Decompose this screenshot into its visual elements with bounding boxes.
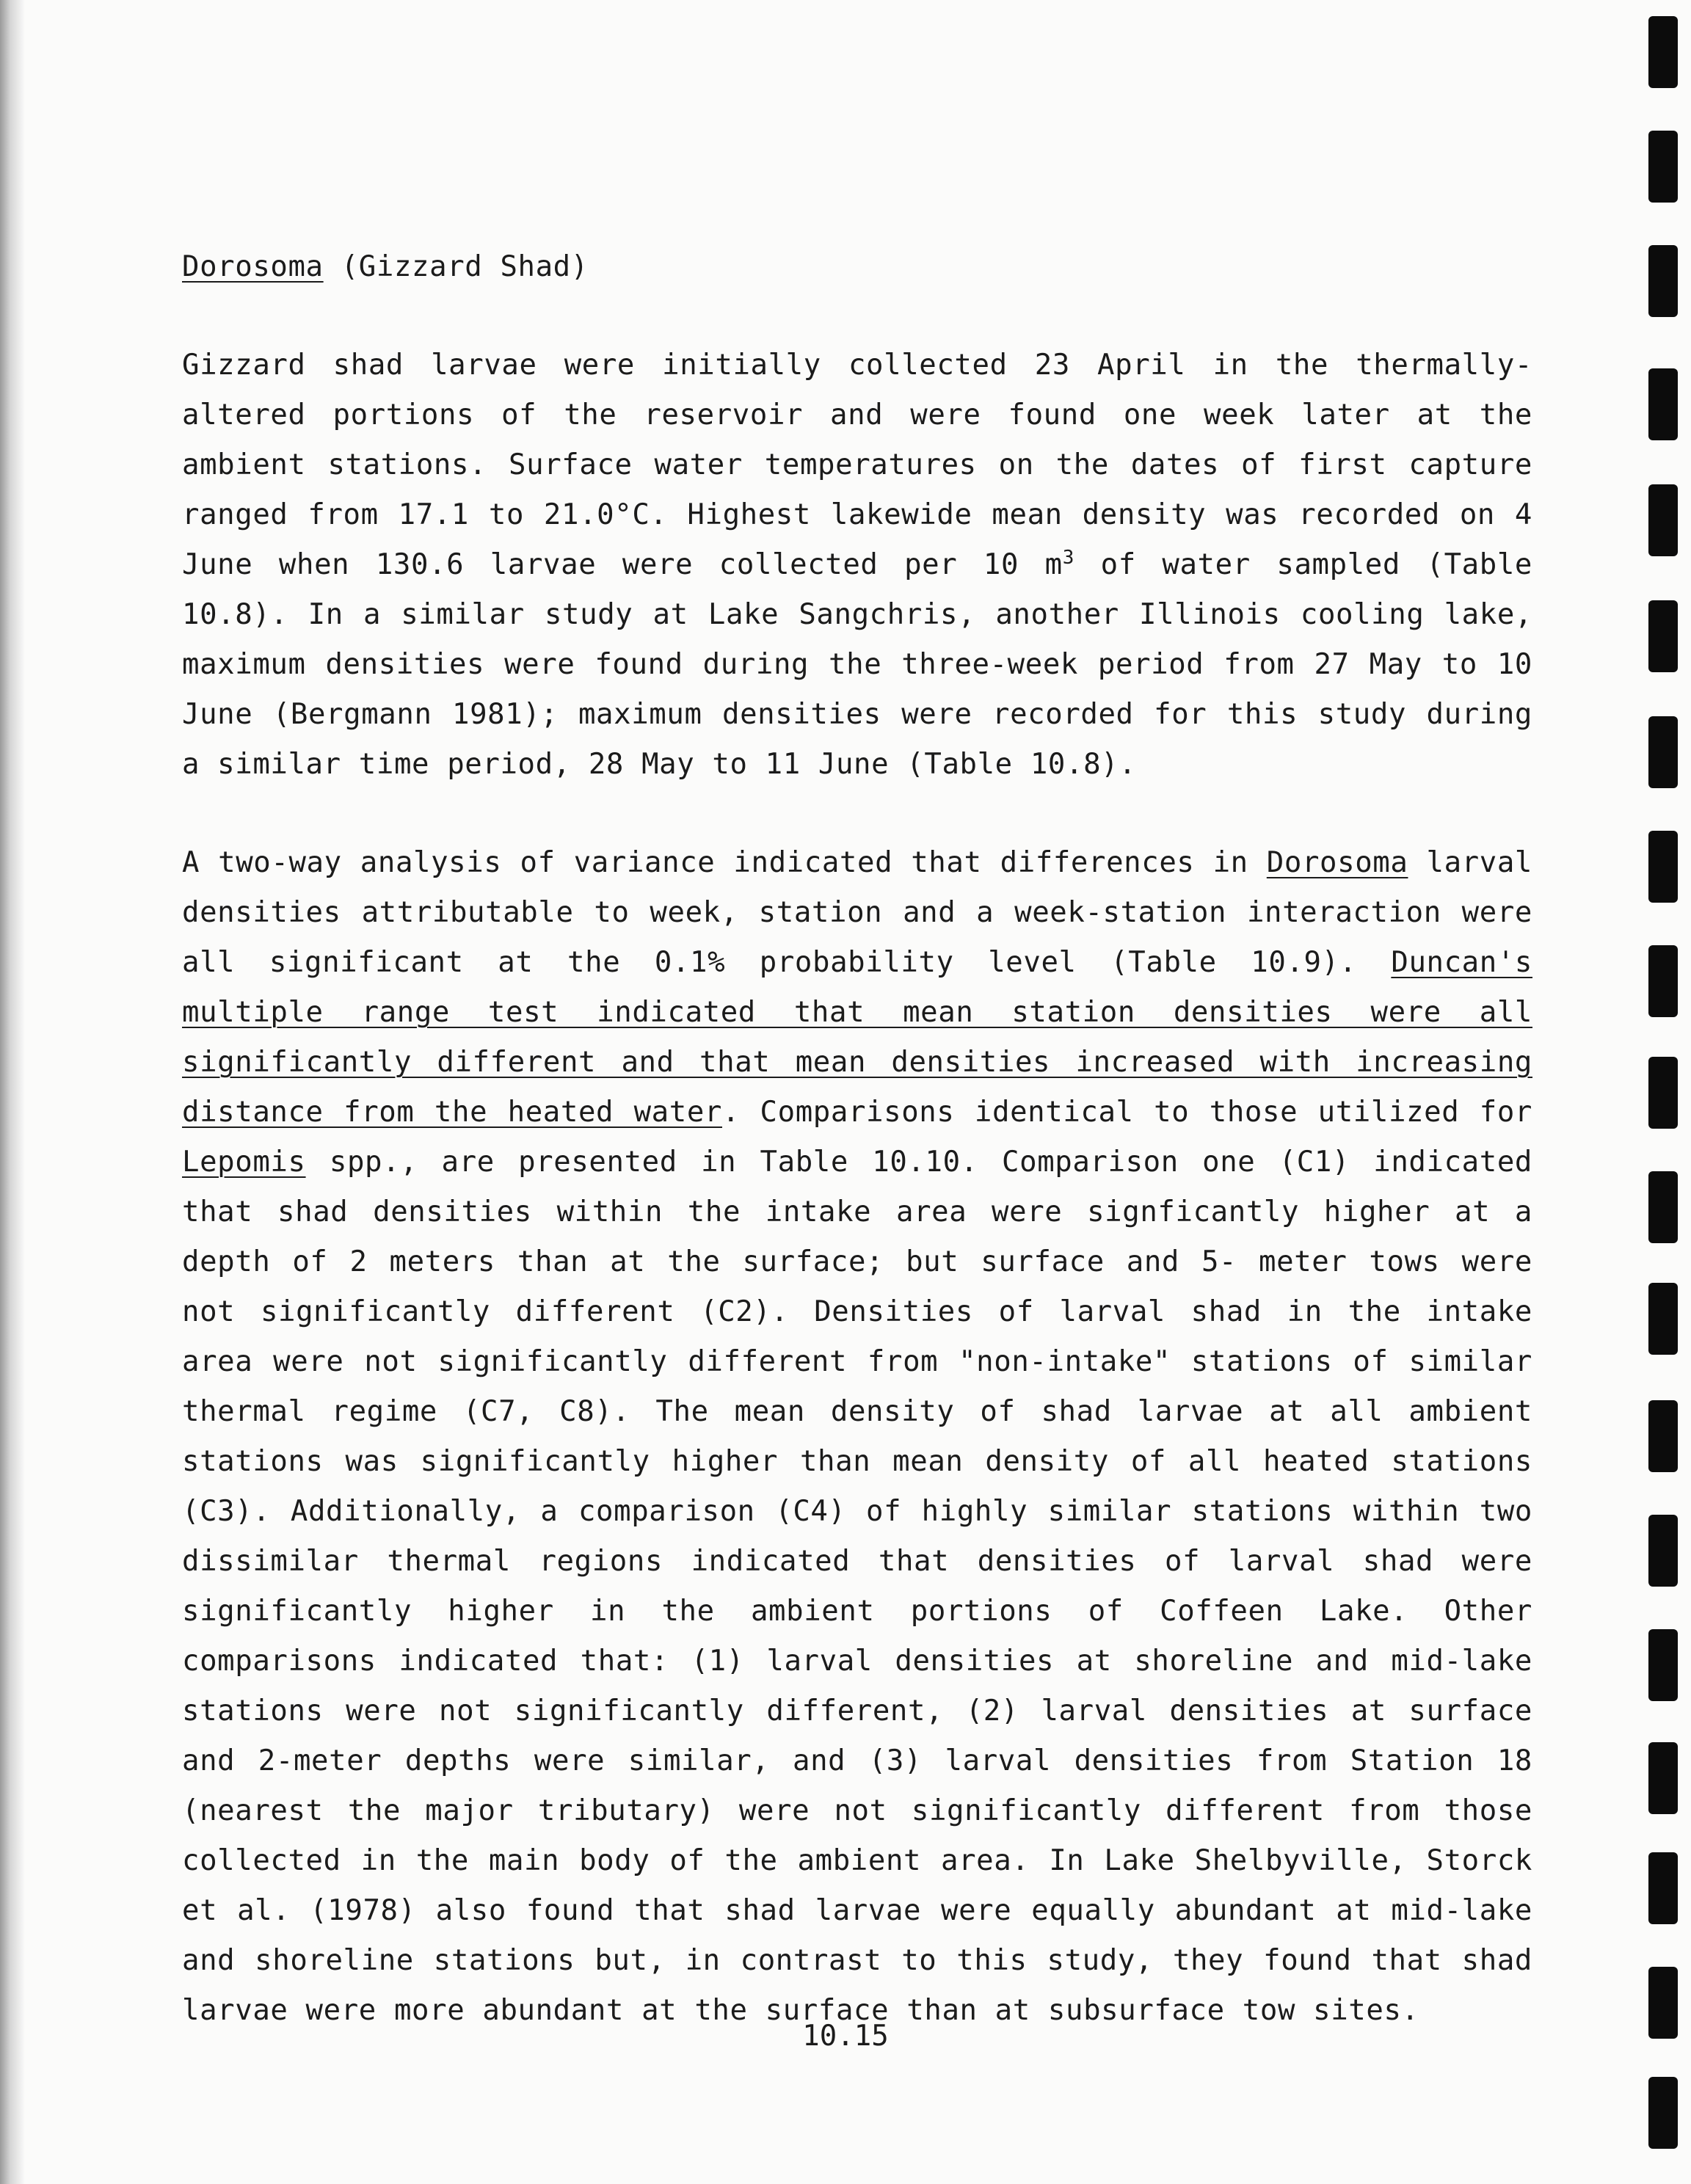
paragraph-2	[182, 838, 1532, 2036]
underlined-passage: Duncan's multiple range test indicated that mean station densities were all significantly different and that mean densities increased with increasing distance from the heated water	[182, 946, 1532, 1129]
binder-mark	[1648, 1515, 1678, 1587]
binder-mark	[1648, 2077, 1678, 2149]
paragraph-2-text-b: larval densities attributable to week, station and a week-station interaction were all significant at the 0.1% probability level (Table 10.9).	[182, 846, 1532, 979]
binder-mark	[1648, 600, 1678, 672]
binder-mark	[1648, 368, 1678, 440]
genus-dorosoma: Dorosoma	[1266, 846, 1408, 879]
paragraph-1-text-b: of water sampled (Table 10.8). In a similar study at Lake Sangchris, another Illinois cooling lake, maximum densities were found during the three-week period from 27 May to 10 June (Bergmann 1981); maximum densities were recorded for this study during a similar time period, 28 May to 11 June (Table 10.8).	[182, 548, 1532, 781]
genus-lepomis: Lepomis	[182, 1146, 306, 1179]
section-heading	[182, 242, 1532, 292]
binder-mark	[1648, 945, 1678, 1017]
page-number: 10.15	[802, 2020, 889, 2053]
heading-common-name: (Gizzard Shad)	[323, 250, 589, 283]
binder-punch-marks	[1648, 0, 1685, 2184]
binder-mark	[1648, 716, 1678, 788]
binder-mark	[1648, 1171, 1678, 1243]
binder-mark	[1648, 1852, 1678, 1924]
binder-mark	[1648, 484, 1678, 556]
paragraph-1-text-a: Gizzard shad larvae were initially collected 23 April in the thermally-altered portions of the reservoir and were found one week later at the ambient stations. Surface water temperatures on the dates of first capture ranged from 17.1 to 21.0°C. Highest lakewide mean density was recorded on 4 June when 130.6 larvae were collected per 10 m	[182, 349, 1532, 581]
binder-mark	[1648, 1283, 1678, 1355]
heading-genus: Dorosoma	[182, 250, 324, 283]
scan-edge-shadow	[0, 0, 25, 2184]
paragraph-1	[182, 341, 1532, 790]
binder-mark	[1648, 1057, 1678, 1129]
binder-mark	[1648, 1400, 1678, 1472]
binder-mark	[1648, 16, 1678, 88]
paragraph-2-text-d: spp., are presented in Table 10.10. Comparison one (C1) indicated that shad densities within the intake area were signficantly higher at a depth of 2 meters than at the surface; but surface and 5- meter tows were not significantly different (C2). Densities of larval shad in the intake area were not significantly different from "non-intake" stations of similar thermal regime (C7, C8). The mean density of shad larvae at all ambient stations was significantly higher than mean density of all heated stations (C3). Additionally, a comparison (C4) of highly similar stations within two dissimilar thermal regions indicated that densities of larval shad were significantly higher in the ambient portions of Coffeen Lake. Other comparisons indicated that: (1) larval densities at shoreline and mid-lake stations were not significantly different, (2) larval densities at surface and 2-meter depths were similar, and (3) larval densities from Station 18 (nearest the major tributary) were not significantly different from those collected in the main body of the ambient area. In Lake Shelbyville, Storck et al. (1978) also found that shad larvae were equally abundant at mid-lake and shoreline stations but, in contrast to this study, they found that shad larvae were more abundant at the surface than at subsurface tow sites.	[182, 1146, 1532, 2027]
binder-mark	[1648, 831, 1678, 903]
binder-mark	[1648, 1742, 1678, 1814]
binder-mark	[1648, 131, 1678, 203]
document-body	[182, 242, 1532, 2084]
binder-mark	[1648, 245, 1678, 317]
paragraph-2-text-c: . Comparisons identical to those utilized for	[722, 1096, 1532, 1129]
superscript: 3	[1062, 547, 1075, 569]
paragraph-2-text-a: A two-way analysis of variance indicated that differences in	[182, 846, 1267, 879]
binder-mark	[1648, 1629, 1678, 1701]
